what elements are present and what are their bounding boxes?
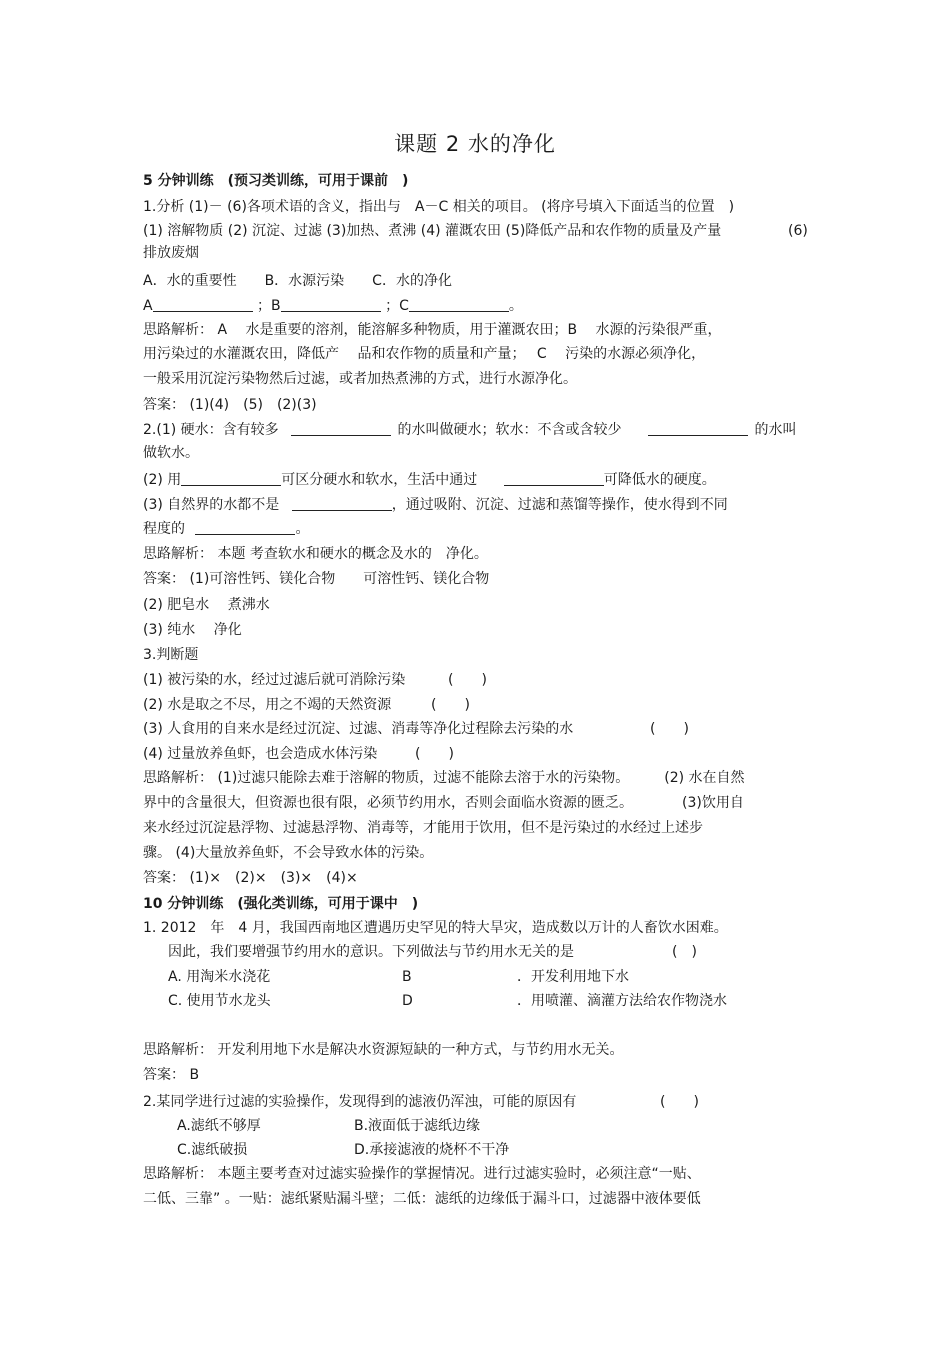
s2-q1-paren: ( ) (672, 944, 697, 960)
q2-answer-3: (3) 纯水 净化 (143, 622, 242, 638)
s2-q2-option-d: D.承接滤液的烧杯不干净 (354, 1142, 510, 1158)
q2-l5b: 。 (295, 521, 310, 537)
q2-l3b: 可区分硬水和软水，生活中通过 (281, 472, 478, 488)
q3-item-3: (3) 人食用的自来水是经过沉淀、过滤、消毒等净化过程除去污染的水 (143, 721, 574, 737)
s2-q1-option-b-text: ．开发利用地下水 (517, 969, 629, 985)
q2-l4b: ，通过吸附、沉淀、过滤和蒸馏等操作，使水得到不同 (391, 497, 728, 513)
q1-explanation-2: 用污染过的水灌溉农田，降低产 品和农作物的质量和产量； C 污染的水源必须净化， (143, 346, 706, 362)
q3-explanation-3: 来水经过沉淀悬浮物、过滤悬浮物、消毒等，才能用于饮用，但不是污染过的水经过上述步 (143, 820, 703, 836)
s2-q2-paren: ( ) (660, 1094, 699, 1110)
q2-line-4 (143, 496, 728, 514)
page-title: 课题 2 水的净化 (394, 132, 556, 156)
q1-items-end: (6) (788, 223, 808, 239)
section-header-5min: 5 分钟训练 (预习类训练，可用于课前 ) (143, 173, 409, 189)
q2-l1c: 的水叫 (754, 422, 797, 438)
q3-head: 3.判断题 (143, 647, 199, 663)
blank-a (153, 297, 253, 312)
blank-end: 。 (508, 298, 523, 314)
blank-c (409, 297, 509, 312)
q3-explanation-2: 界中的含量很大，但资源也很有限，必须节约用水，否则会面临水资源的匮乏。 (3)饮用自 (143, 795, 744, 811)
q2-line-2: 做软水。 (143, 445, 199, 461)
s2-q1-option-d-letter: D (402, 993, 413, 1009)
s2-q1-line-1: 1. 2012 年 4 月，我国西南地区遭遇历史罕见的特大旱灾，造成数以万计的人畜饮水困难。 (143, 920, 728, 936)
q3-paren-4: ( ) (415, 746, 454, 762)
q2-line-5 (143, 520, 309, 538)
s2-q1-option-a: A. 用淘米水浇花 (168, 969, 271, 985)
s2-q1-option-d-text: ．用喷灌、滴灌方法给农作物浇水 (517, 993, 727, 1009)
q1-items-text: (1) 溶解物质 (2) 沉淀、过滤 (3)加热、煮沸 (4) 灌溉农田 (5)降低产品和农作物的质量及产量 (143, 223, 722, 239)
q3-item-4: (4) 过量放养鱼虾，也会造成水体污染 (143, 746, 378, 762)
blank-soft-water (648, 421, 748, 436)
section-header-10min: 10 分钟训练 (强化类训练，可用于课中 ) (143, 896, 419, 912)
blank-distinguish (181, 471, 281, 486)
s2-q2-explanation-1: 思路解析： 本题主要考查对过滤实验操作的掌握情况。进行过滤实验时，必须注意“一贴、 (143, 1166, 701, 1182)
q3-paren-3: ( ) (650, 721, 689, 737)
q3-explanation-4: 骤。 (4)大量放养鱼虾，不会导致水体的污染。 (143, 845, 434, 861)
q3-item-1: (1) 被污染的水，经过过滤后就可消除污染 (143, 672, 406, 688)
blank-label-b: ；B (257, 298, 281, 314)
q2-line-1 (143, 421, 796, 439)
q1-answer: 答案： (1)(4) (5) (2)(3) (143, 397, 317, 413)
q1-items-cont: 排放废烟 (143, 245, 199, 261)
blank-hard-water (291, 421, 391, 436)
s2-q1-explanation: 思路解析： 开发利用地下水是解决水资源短缺的一种方式，与节约用水无关。 (143, 1042, 624, 1058)
q2-l1b: 的水叫做硬水；软水：不含或含较少 (397, 422, 622, 438)
q3-item-2: (2) 水是取之不尽，用之不竭的天然资源 (143, 697, 392, 713)
s2-q2-explanation-2: 二低、三靠” 。一贴：滤纸紧贴漏斗壁；二低：滤纸的边缘低于漏斗口，过滤器中液体要低 (143, 1191, 701, 1207)
blank-degree (195, 520, 295, 535)
q1-options: A．水的重要性 B．水源污染 C．水的净化 (143, 273, 452, 289)
q2-explanation: 思路解析： 本题 考查软水和硬水的概念及水的 净化。 (143, 546, 488, 562)
q3-answer: 答案： (1)× (2)× (3)× (4)× (143, 870, 358, 886)
s2-q2-option-b: B.液面低于滤纸边缘 (354, 1118, 481, 1134)
blank-label-a: A (143, 298, 153, 314)
q2-l4a: (3) 自然界的水都不是 (143, 497, 280, 513)
q3-explanation-1: 思路解析： (1)过滤只能除去难于溶解的物质，过滤不能除去溶于水的污染物。 (2) 水在自然 (143, 770, 745, 786)
q2-l5a: 程度的 (143, 521, 185, 537)
s2-q1-option-b-letter: B (402, 969, 412, 985)
s2-q2-option-a: A.滤纸不够厚 (177, 1118, 261, 1134)
s2-q2-stem: 2.某同学进行过滤的实验操作，发现得到的滤液仍浑浊，可能的原因有 (143, 1094, 577, 1110)
q1-blanks (143, 297, 523, 315)
q2-l3a: (2) 用 (143, 472, 182, 488)
blank-b (281, 297, 381, 312)
blank-reduce-hardness (504, 471, 604, 486)
s2-q1-line-2: 因此，我们要增强节约用水的意识。下列做法与节约用水无关的是 (168, 944, 574, 960)
s2-q1-option-c: C. 使用节水龙头 (168, 993, 271, 1009)
q1-stem: 1.分析 (1)－ (6)各项术语的含义，指出与 A－C 相关的项目。 (将序号填入下面适当的位置 ) (143, 199, 735, 215)
s2-q2-option-c: C.滤纸破损 (177, 1142, 248, 1158)
q3-paren-1: ( ) (448, 672, 487, 688)
q1-explanation-3: 一般采用沉淀污染物然后过滤，或者加热煮沸的方式，进行水源净化。 (143, 371, 577, 387)
q2-l1a: 2.(1) 硬水：含有较多 (143, 422, 279, 438)
q2-l3c: 可降低水的硬度。 (603, 472, 716, 488)
q3-paren-2: ( ) (431, 697, 470, 713)
blank-not-pure (292, 496, 392, 511)
s2-q1-answer: 答案： B (143, 1067, 200, 1083)
q2-line-3 (143, 471, 716, 489)
q2-answer-1: 答案： (1)可溶性钙、镁化合物 可溶性钙、镁化合物 (143, 571, 490, 587)
q1-items (143, 222, 721, 240)
blank-label-c: ；C (385, 298, 409, 314)
q1-explanation-1: 思路解析： A 水是重要的溶剂，能溶解多种物质，用于灌溉农田；B 水源的污染很严重， (143, 322, 722, 338)
q2-answer-2: (2) 肥皂水 煮沸水 (143, 597, 270, 613)
